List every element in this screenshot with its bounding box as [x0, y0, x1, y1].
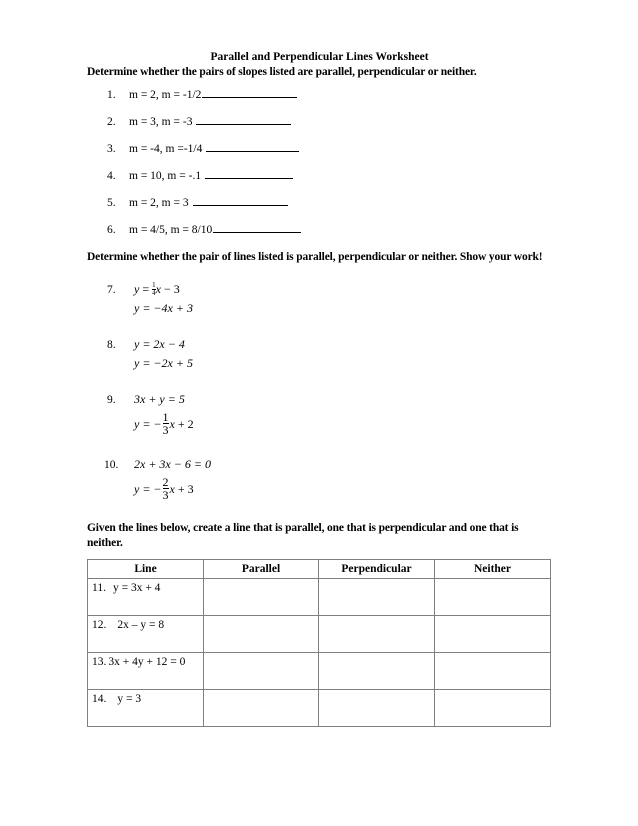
equation-tail: + 3 [174, 482, 194, 496]
item-number: 3. [107, 143, 116, 155]
cell-line [88, 579, 204, 616]
column-header-neither: Neither [435, 560, 551, 579]
line-pair-item [87, 391, 552, 438]
equation-text: y = −2x + 5 [134, 356, 193, 370]
equation-second [134, 410, 552, 438]
slope-pair-item [87, 88, 552, 102]
table-body [88, 579, 551, 727]
cell-perpendicular[interactable] [319, 653, 435, 690]
table-row [88, 579, 551, 616]
fraction-denominator: 3 [162, 423, 169, 437]
item-number: 10. [104, 459, 119, 471]
fraction [152, 282, 156, 297]
equation-text: y = − [134, 417, 162, 431]
fraction-numerator: 1 [162, 410, 169, 424]
cell-parallel[interactable] [204, 616, 319, 653]
row-equation: 3x + 4y + 12 = 0 [108, 656, 186, 668]
answer-blank[interactable] [206, 142, 299, 152]
section-3-heading: Given the lines below, create a line that is parallel, one that is perpendicular and one that is neither. [87, 522, 519, 549]
equation-second [134, 355, 552, 373]
line-pair-item [87, 281, 552, 318]
equation-text: x [169, 482, 175, 496]
row-equation: y = 3 [117, 693, 142, 705]
table-row [88, 690, 551, 727]
item-number: 1. [107, 89, 116, 101]
slope-pair-text: m = -4, m =-1/4 [129, 143, 206, 155]
cell-perpendicular[interactable] [319, 690, 435, 727]
equation-text: y = 2x − 4 [134, 337, 185, 351]
fraction [163, 411, 169, 436]
cell-parallel[interactable] [204, 690, 319, 727]
cell-perpendicular[interactable] [319, 616, 435, 653]
equation-first [134, 391, 552, 409]
answer-blank[interactable] [213, 223, 301, 233]
fraction-numerator: 2 [162, 475, 169, 489]
slope-pairs-list [87, 88, 552, 237]
item-number: 4. [107, 170, 116, 182]
line-pair-item [87, 336, 552, 373]
cell-parallel[interactable] [204, 579, 319, 616]
row-number: 11. [92, 582, 106, 594]
row-equation: y = 3x + 4 [112, 582, 161, 594]
equation-second [134, 475, 552, 503]
column-header-perpendicular: Perpendicular [319, 560, 435, 579]
answer-blank[interactable] [202, 88, 297, 98]
item-number: 7. [107, 284, 116, 296]
fraction-numerator: 1 [152, 281, 156, 289]
equation-tail: + 2 [174, 417, 194, 431]
equals-sign: = [139, 282, 153, 296]
item-number: 8. [107, 339, 116, 351]
line-pair-item [87, 456, 552, 503]
cell-line [88, 690, 204, 727]
equation-tail: − 3 [160, 282, 180, 296]
column-header-line: Line [88, 560, 204, 579]
equation-text: y = −4x + 3 [134, 301, 193, 315]
equation-text: x [155, 282, 161, 296]
fraction-denominator: 3 [162, 488, 169, 502]
slope-pair-text: m = 2, m = 3 [129, 197, 192, 209]
row-number: 13. [92, 656, 107, 668]
cell-perpendicular[interactable] [319, 579, 435, 616]
slope-pair-item [87, 196, 552, 210]
equation-first [134, 456, 552, 474]
row-number: 12. [92, 619, 107, 631]
equation-text: x [169, 417, 175, 431]
equation-second [134, 300, 552, 318]
slope-pair-item [87, 223, 552, 237]
slope-pair-item [87, 169, 552, 183]
cell-neither[interactable] [435, 690, 551, 727]
section-2-heading: Determine whether the pair of lines listed is parallel, perpendicular or neither. Show your work! [87, 251, 543, 263]
column-header-parallel: Parallel [204, 560, 319, 579]
item-number: 2. [107, 116, 116, 128]
cell-neither[interactable] [435, 579, 551, 616]
fraction [163, 476, 169, 501]
fraction-denominator: 4 [152, 289, 156, 297]
item-number: 9. [107, 394, 116, 406]
cell-line [88, 653, 204, 690]
row-number: 14. [92, 693, 107, 705]
section-1-heading: Determine whether the pairs of slopes listed are parallel, perpendicular or neither. [87, 66, 477, 78]
item-number: 6. [107, 224, 116, 236]
worksheet-page [87, 50, 552, 727]
slope-pair-text: m = 3, m = -3 [129, 116, 196, 128]
table-row [88, 653, 551, 690]
slope-pair-text: m = 4/5, m = 8/10 [129, 224, 213, 236]
table-row [88, 616, 551, 653]
cell-line [88, 616, 204, 653]
answer-blank[interactable] [196, 115, 291, 125]
slope-pair-text: m = 10, m = -.1 [129, 170, 204, 182]
table-header-row [88, 560, 551, 579]
item-number: 5. [107, 197, 116, 209]
cell-neither[interactable] [435, 616, 551, 653]
equation-first [134, 281, 552, 299]
equation-text: 2x + 3x − 6 = 0 [134, 457, 211, 471]
slope-pair-item [87, 142, 552, 156]
cell-parallel[interactable] [204, 653, 319, 690]
slope-pair-text: m = 2, m = -1/2 [129, 89, 202, 101]
slope-pair-item [87, 115, 552, 129]
answer-blank[interactable] [205, 169, 293, 179]
line-pairs-list [87, 281, 552, 503]
page-title: Parallel and Perpendicular Lines Worksheet [210, 51, 429, 63]
answer-blank[interactable] [193, 196, 288, 206]
equation-text: 3x + y = 5 [134, 392, 185, 406]
row-equation: 2x – y = 8 [117, 619, 165, 631]
equation-text: y [134, 282, 140, 296]
equation-text: y = − [134, 482, 162, 496]
lines-classification-table [87, 559, 551, 727]
cell-neither[interactable] [435, 653, 551, 690]
equation-first [134, 336, 552, 354]
